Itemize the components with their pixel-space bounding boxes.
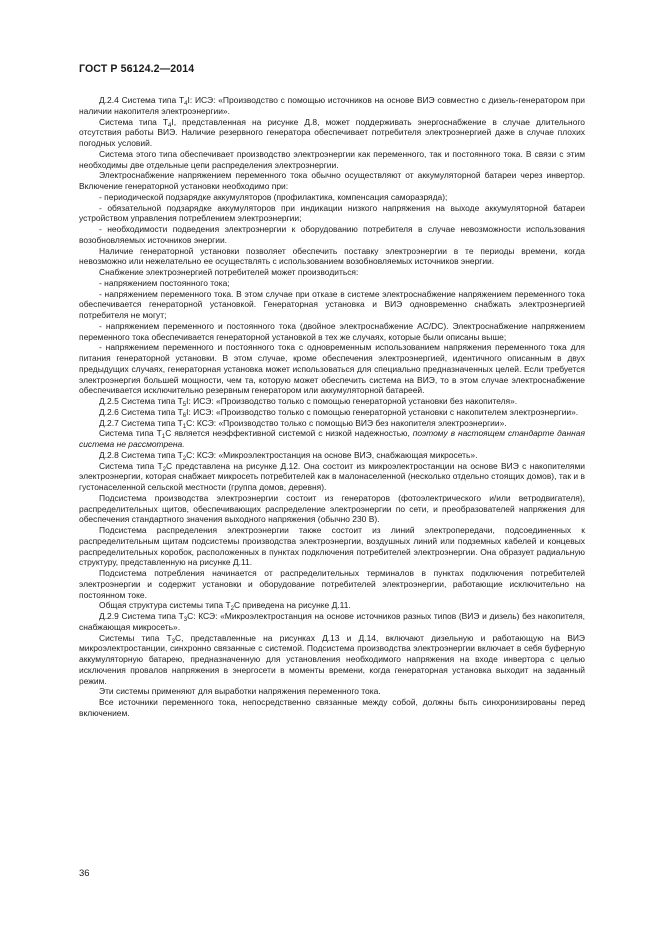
- paragraph: Система типа $Т_4I$, представленная на рисунке Д.8, может поддерживать энергоснабжение в случае длительного отсутствия работы ВИЭ. Наличие резервного генератора обеспечивает потребителя электроэнергией даже в случае плохих погодных условий.: [79, 116, 585, 148]
- paragraph: Д.2.4 Система типа $Т_4I$: ИСЭ: «Производство с помощью источников на основе ВИЭ совместно с дизель-генератором при наличии накопителя электроэнергии».: [79, 95, 586, 116]
- list-item: - напряжением переменного и постоянного тока с одновременным использованием напряжения переменного тока для питания генераторной установки. В этом случае, кроме обеспечения электроэнергией, идентичного описанным в двух предыдущих случаях, генераторная установка может использоваться для специально предназначенных целей. Если требуется электроэнергия большей мощности, чем та, которую может обеспечить система на ВИЭ, то в этом случае электроснабжение обеспечивается исключительно резервным генератором или аккумуляторной батареей.: [79, 342, 585, 396]
- list-item: - напряжением постоянного тока;: [99, 277, 230, 288]
- section-heading: Д.2.8 Система типа $Т_2С$: КСЭ: «Микроэлектростанция на основе ВИЭ, снабжающая микросеть».: [99, 449, 478, 462]
- paragraph: Подсистема распределения электроэнергии также состоит из линий электропередачи, подсоединенных к распределительным щитам подсистемы производства электроэнергии, воздушных линий или подземных кабелей и концевых распределительных коробок, расположенных в пунктах подключения потребителей электроэнергии. Она образует радиальную структуру, представленную на рисунке Д.11.: [79, 525, 585, 568]
- paragraph: Система типа $Т_2С$ представлена на рисунке Д.12. Она состоит из микроэлектростанции на основе ВИЭ с накопителями электроэнергии, которая снабжает микросеть потребителей как в малонаселенной (несколько отдельно стоящих домов), так и в густонаселенной сельской местности (группа домов, деревня).: [79, 460, 586, 492]
- list-item: - периодической подзарядке аккумуляторов (профилактика, компенсация саморазряда);: [99, 191, 448, 202]
- paragraph: Эти системы применяют для выработки напряжения переменного тока.: [99, 686, 381, 697]
- paragraph: Система типа $Т_1С$ является неэффективной системой с низкой надежностью, поэтому в настоящем стандарте данная система не рассмотрена.: [79, 428, 585, 449]
- paragraph: Электроснабжение напряжением переменного тока обычно осуществляют от аккумуляторной батареи через инвертор. Включение генераторной установки необходимо при:: [79, 170, 585, 191]
- paragraph: Подсистема потребления начинается от распределительных терминалов в пунктах подключения потребителей электроэнергии и содержит установки и оборудование потребителей электроэнергии, работающие исключительно на постоянном токе.: [79, 568, 585, 600]
- list-item: - обязательной подзарядке аккумуляторов при индикации низкого напряжения на выходе аккумуляторной батареи устройством управления потреблением электроэнергии;: [79, 202, 585, 224]
- section-heading: Д.2.9 Система типа $Т_3С$: КСЭ: «Микроэлектростанция на основе источников разных типов (ВИЭ и дизель) без накопителя, снабжающая микросеть».: [79, 611, 585, 632]
- section-heading: Д.2.7 Система типа $Т_1С$: КСЭ: «Производство только с помощью ВИЭ без накопителя электроэнергии».: [99, 417, 507, 430]
- list-item: - напряжением переменного тока. В этом случае при отказе в системе электроснабжение напряжением переменного тока обеспечивается генераторной установкой. Генераторная установка и ВИЭ одновременно снабжать электроэнергией потребителя не могут;: [79, 288, 585, 320]
- list-item: - напряжением переменного и постоянного тока (двойное электроснабжение AC/DC). Электроснабжение напряжением переменного тока обеспечивается генераторной установкой в тех же случаях, которые были описаны выше;: [79, 320, 585, 342]
- paragraph: Снабжение электроэнергией потребителей может производиться:: [99, 267, 359, 277]
- paragraph: Подсистема производства электроэнергии состоит из генераторов (фотоэлектрического и/или ветродвигателя), распределительных щитов, обеспечивающих распределение электроэнергии по сети, и преобразователей напряжения для обеспечения стандартного значения выходного напряжения (обычно 230 В).: [79, 492, 585, 525]
- paragraph: Все источники переменного тока, непосредственно связанные между собой, должны быть синхронизированы перед включением.: [79, 697, 585, 718]
- section-heading: Д.2.6 Система типа $Т_6I$: ИСЭ: «Производство только с помощью генераторной установки с накопителем электроэнергии».: [99, 406, 579, 419]
- list-item: - необходимости подведения электроэнергии к оборудованию потребителя в случае невозможности использования возобновляемых источников энергии.: [79, 224, 585, 245]
- document-header: ГОСТ Р 56124.2—2014: [79, 63, 195, 75]
- paragraph: Общая структура системы типа $Т_2С$ приведена на рисунке Д.11.: [99, 600, 351, 613]
- paragraph: Система этого типа обеспечивает производство электроэнергии как переменного, так и постоянного тока. В связи с этим необходимы две отдельные цепи распределения электроэнергии.: [79, 148, 585, 170]
- section-heading: Д.2.5 Система типа $Т_5I$: ИСЭ: «Производство только с помощью генераторной установки без накопителя».: [99, 396, 518, 408]
- document-body: [79, 95, 585, 719]
- paragraph: Системы типа $Т_3С$, представленные на рисунках Д.13 и Д.14, включают дизельную и работающую на ВИЭ микроэлектростанции, синхронно связанные с системой. Подсистема производства электроэнергии включает в себя буферную аккумуляторную батарею, предназначенную для установления необходимого напряжения на входе инвертора с целью исключения провалов напряжения в энергосети в моменты времени, когда генераторная установка выходит на заданный режим.: [79, 632, 585, 686]
- page-number: 36: [79, 868, 90, 879]
- paragraph: Наличие генераторной установки позволяет обеспечить поставку электроэнергии в те периоды времени, когда невозможно или нежелательно ее осуществлять с использованием возобновляемых источников энергии.: [79, 245, 585, 267]
